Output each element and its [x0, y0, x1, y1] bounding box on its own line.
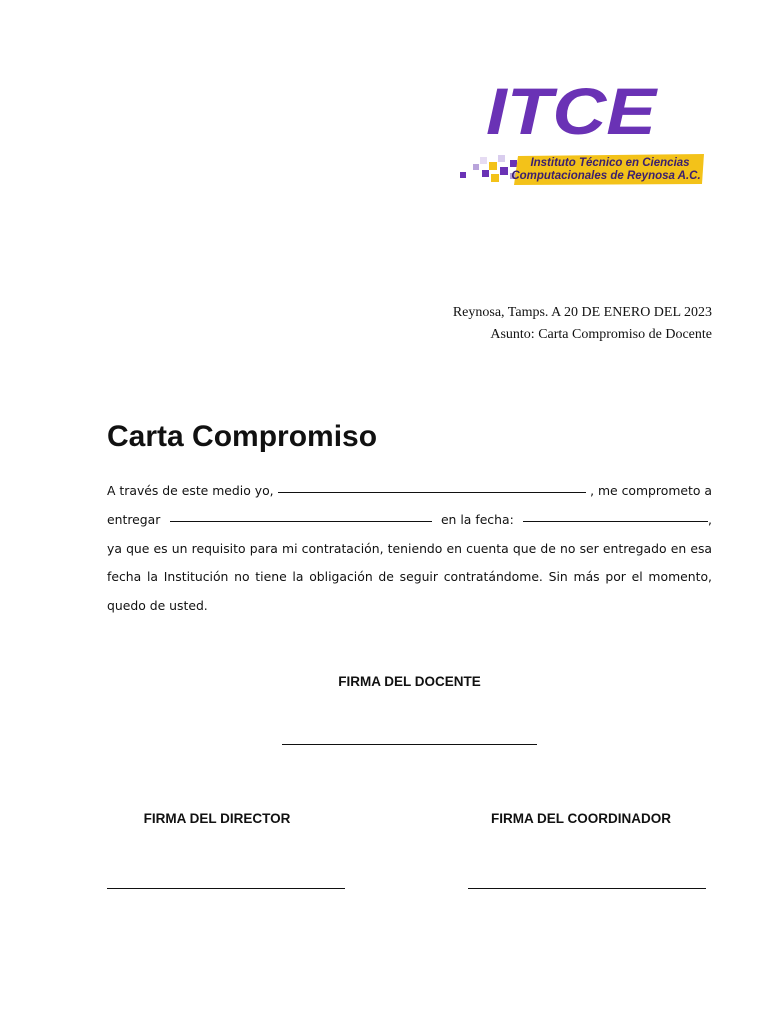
itce-logo — [456, 78, 714, 188]
pixel-squares-icon — [460, 155, 517, 182]
body-line-3: ya que es un requisito para mi contratación, teniendo en cuenta que de no ser entregado en esa — [107, 540, 712, 556]
logo-brand-text: ITCE — [486, 78, 659, 148]
document-blank — [170, 520, 432, 522]
date-blank — [523, 520, 708, 522]
logo-tagline-line1: Instituto Técnico en Ciencias — [530, 157, 690, 169]
body-line-4: fecha la Institución no tiene la obligación de seguir contratándome. Sin más por el momento, — [107, 569, 712, 585]
letter-body — [107, 477, 712, 621]
place-date: Reynosa, Tamps. A 20 DE ENERO DEL 2023 — [452, 305, 712, 320]
logo-tagline-line2: Computacionales de Reynosa A.C. — [511, 170, 701, 182]
body-text-segment: , me comprometo a — [590, 483, 712, 498]
coordinador-signature-line — [468, 888, 706, 889]
body-line-5: quedo de usted. — [107, 598, 208, 614]
director-signature-label: FIRMA DEL DIRECTOR — [143, 811, 291, 826]
body-text-segment: , — [708, 511, 712, 527]
subject-line: Asunto: Carta Compromiso de Docente — [490, 327, 712, 342]
body-text-segment: entregar — [107, 511, 161, 527]
document-title: Carta Compromiso — [107, 420, 378, 453]
circuit-icon — [656, 99, 707, 125]
date-field — [523, 506, 712, 535]
letter-header — [453, 302, 712, 346]
director-signature-line — [107, 888, 345, 889]
docente-signature-label: FIRMA DEL DOCENTE — [338, 674, 481, 689]
itce-logo-graphic — [456, 78, 714, 188]
coordinador-signature-label: FIRMA DEL COORDINADOR — [491, 811, 671, 826]
docente-signature-line — [282, 744, 537, 745]
name-blank — [278, 491, 586, 493]
body-line-1 — [107, 477, 712, 506]
body-line-2 — [107, 506, 712, 535]
body-text-segment: en la fecha: — [440, 511, 514, 527]
body-text-segment: A través de este medio yo, — [107, 483, 274, 498]
